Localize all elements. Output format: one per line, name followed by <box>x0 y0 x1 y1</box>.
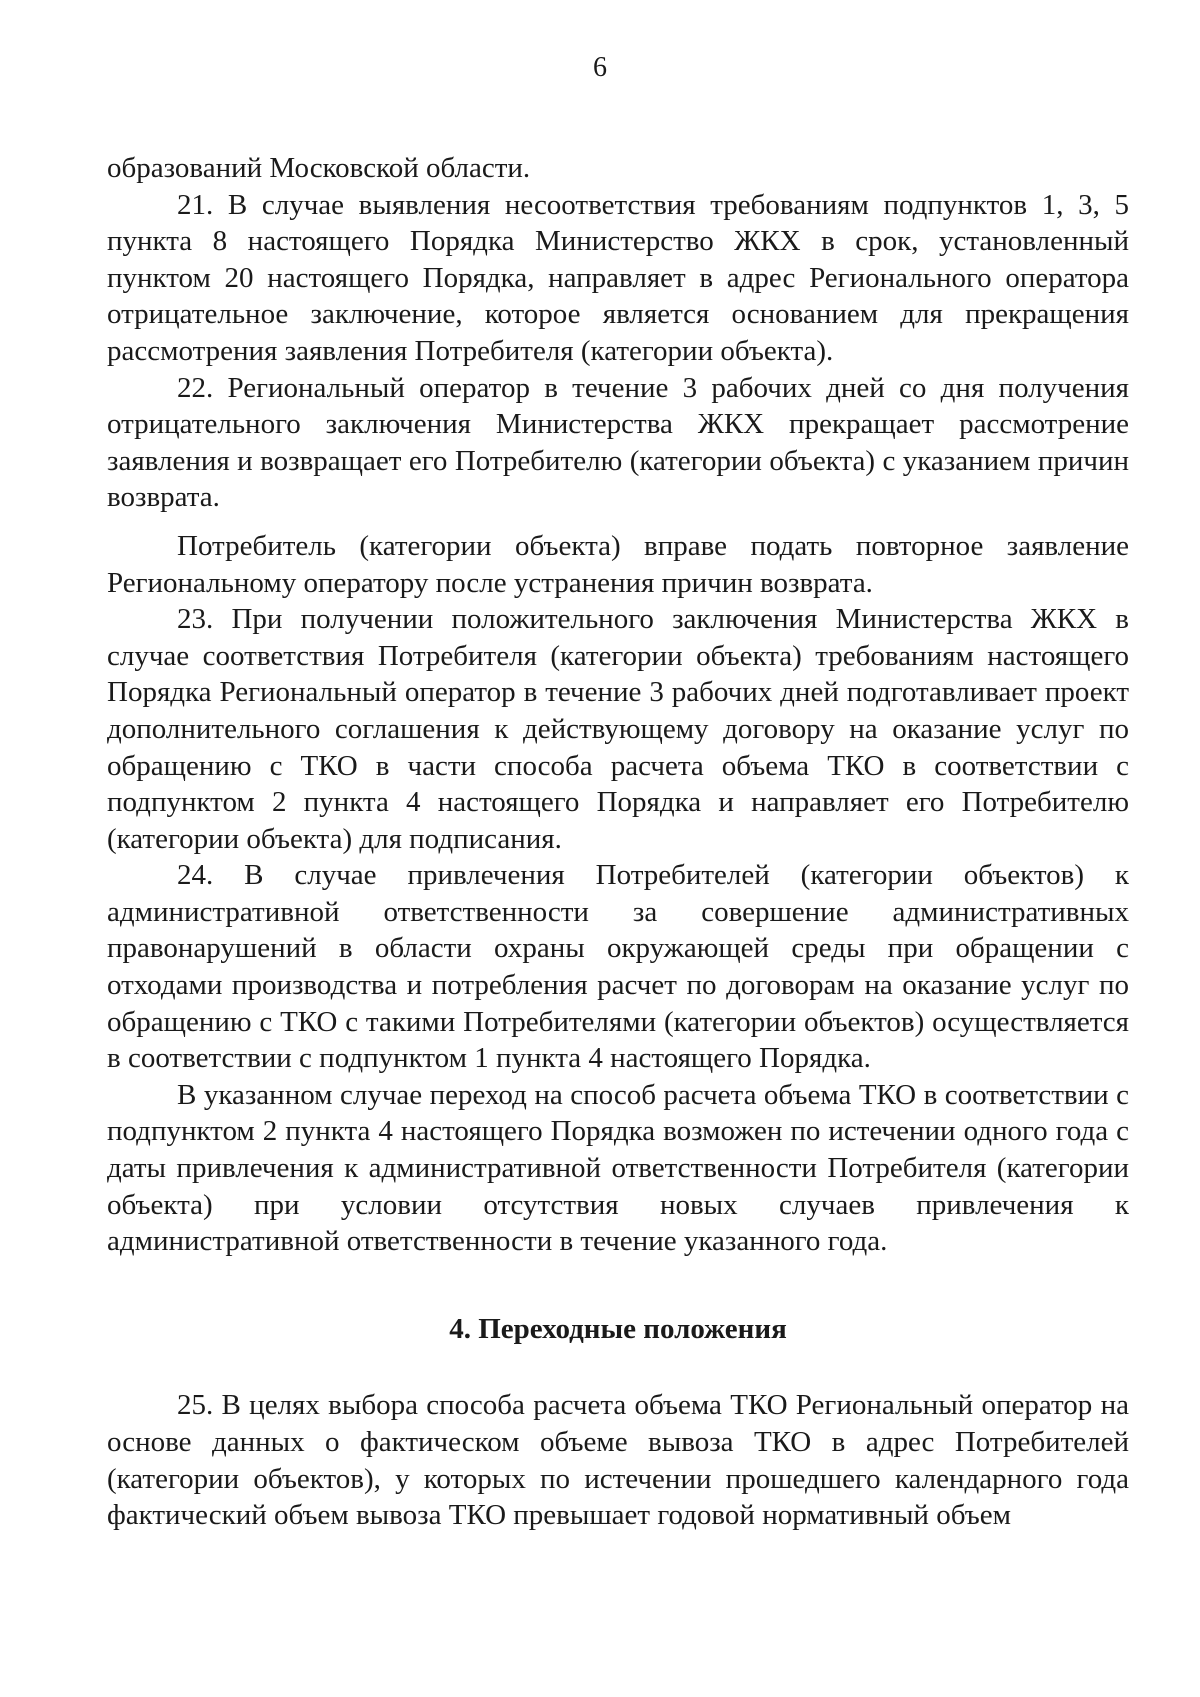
paragraph-21: 21. В случае выявления несоответствия требованиям подпунктов 1, 3, 5 пункта 8 настоящего Порядка Министерство ЖКХ в срок, установленный пунктом 20 настоящего Порядка, направляет в адрес Регионального оператора отрицательное заключение, которое является основанием для прекращения рассмотрения заявления Потребителя (категории объекта). <box>107 188 1129 367</box>
paragraph-22-note: Потребитель (категории объекта) вправе подать повторное заявление Региональному оператору после устранения причин возврата. <box>107 529 1129 599</box>
paragraph-continuation: образований Московской области. <box>107 152 531 184</box>
page-number: 6 <box>593 52 607 83</box>
section-heading: 4. Переходные положения <box>449 1312 787 1345</box>
document-body <box>107 150 1129 1534</box>
paragraph-24: 24. В случае привлечения Потребителей (категории объектов) к административной ответственности за совершение административных правонарушений в области охраны окружающей среды при обращении с отходами производства и потребления расчет по договорам на оказание услуг по обращению с ТКО с такими Потребителями (категории объектов) осуществляется в соответствии с подпунктом 1 пункта 4 настоящего Порядка. <box>107 859 1129 1075</box>
paragraph-22: 22. Региональный оператор в течение 3 рабочих дней со дня получения отрицательного заключения Министерства ЖКХ прекращает рассмотрение заявления и возвращает его Потребителю (категории объекта) с указанием причин возврата. <box>107 371 1129 514</box>
paragraph-23: 23. При получении положительного заключения Министерства ЖКХ в случае соответствия Потребителя (категории объекта) требованиям настоящего Порядка Региональный оператор в течение 3 рабочих дней подготавливает проект дополнительного соглашения к действующему договору на оказание услуг по обращению с ТКО в части способа расчета объема ТКО в соответствии с подпунктом 2 пункта 4 настоящего Порядка и направляет его Потребителю (категории объекта) для подписания. <box>107 603 1129 855</box>
paragraph-25: 25. В целях выбора способа расчета объема ТКО Региональный оператор на основе данных о фактическом объеме вывоза ТКО в адрес Потребителей (категории объектов), у которых по истечении прошедшего календарного года фактический объем вывоза ТКО превышает годовой нормативный объем <box>107 1389 1129 1532</box>
paragraph-24-note: В указанном случае переход на способ расчета объема ТКО в соответствии с подпунктом 2 пункта 4 настоящего Порядка возможен по истечении одного года с даты привлечения к административной ответственности Потребителя (категории объекта) при условии отсутствия новых случаев привлечения к административной ответственности в течение указанного года. <box>107 1078 1129 1258</box>
